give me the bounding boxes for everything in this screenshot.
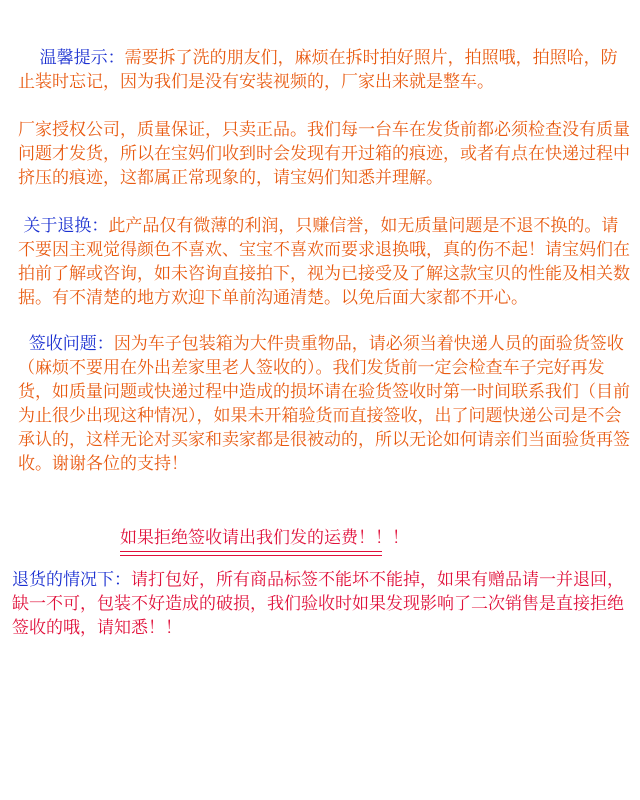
return-policy-label: 关于退换：: [23, 216, 109, 236]
refuse-underline-bottom: [120, 555, 382, 556]
refuse-notice-text: 如果拒绝签收请出我们发的运费: [120, 528, 358, 548]
authorized-text: 厂家授权公司，质量保证，只卖正品。我们每一台车在发货前都必须检查没有质量问题才发货，所以在宝妈们收到时会发现有开过箱的痕迹，或者有点在快递过程中挤压的痕迹，这都属正常现象的，请宝妈们知悉并理解。: [18, 120, 630, 188]
return-conditions-label: 退货的情况下：: [12, 570, 131, 590]
refuse-notice: [120, 526, 409, 550]
signing-label: 签收问题：: [28, 334, 114, 354]
return-policy-paragraph: [18, 214, 630, 310]
signing-paragraph: [18, 332, 630, 476]
reminder-text: 需要拆了洗的朋友们，麻烦在拆时拍好照片，拍照哦，拍照哈，防止装时忘记，因为我们是没有安装视频的，厂家出来就是整车。: [18, 48, 618, 92]
return-policy-text: 此产品仅有微薄的利润，只赚信誉，如无质量问题是不退不换的。请不要因主观觉得颜色不喜欢、宝宝不喜欢而要求退换哦，真的伤不起！请宝妈们在拍前了解或咨询，如未咨询直接拍下，视为已接受及了解这款宝贝的性能及相关数据。有不清楚的地方欢迎下单前沟通清楚。以免后面大家都不开心。: [18, 216, 630, 308]
return-conditions-text: 请打包好，所有商品标签不能坏不能掉，如果有赠品请一并退回，缺一不可，包装不好造成的破损，我们验收时如果发现影响了二次销售是直接拒绝签收的哦，请知悉！！: [12, 570, 624, 638]
return-conditions-paragraph: [12, 568, 632, 640]
refuse-underline-top: [120, 551, 382, 552]
refuse-notice-suffix: ！！！: [358, 528, 409, 548]
reminder-paragraph: [18, 46, 630, 94]
authorized-paragraph: [18, 118, 630, 190]
reminder-label: 温馨提示：: [39, 48, 125, 68]
signing-text: 因为车子包装箱为大件贵重物品，请必须当着快递人员的面验货签收（麻烦不要用在外出差家里老人签收的）。我们发货前一定会检查车子完好再发货，如质量问题或快递过程中造成的损坏请在验货签收时第一时间联系我们（目前为止很少出现这种情况），如果未开箱验货而直接签收，出了问题快递公司是不会承认的，这样无论对买家和卖家都是很被动的，所以无论如何请亲们当面验货再签收。谢谢各位的支持！: [18, 334, 630, 474]
